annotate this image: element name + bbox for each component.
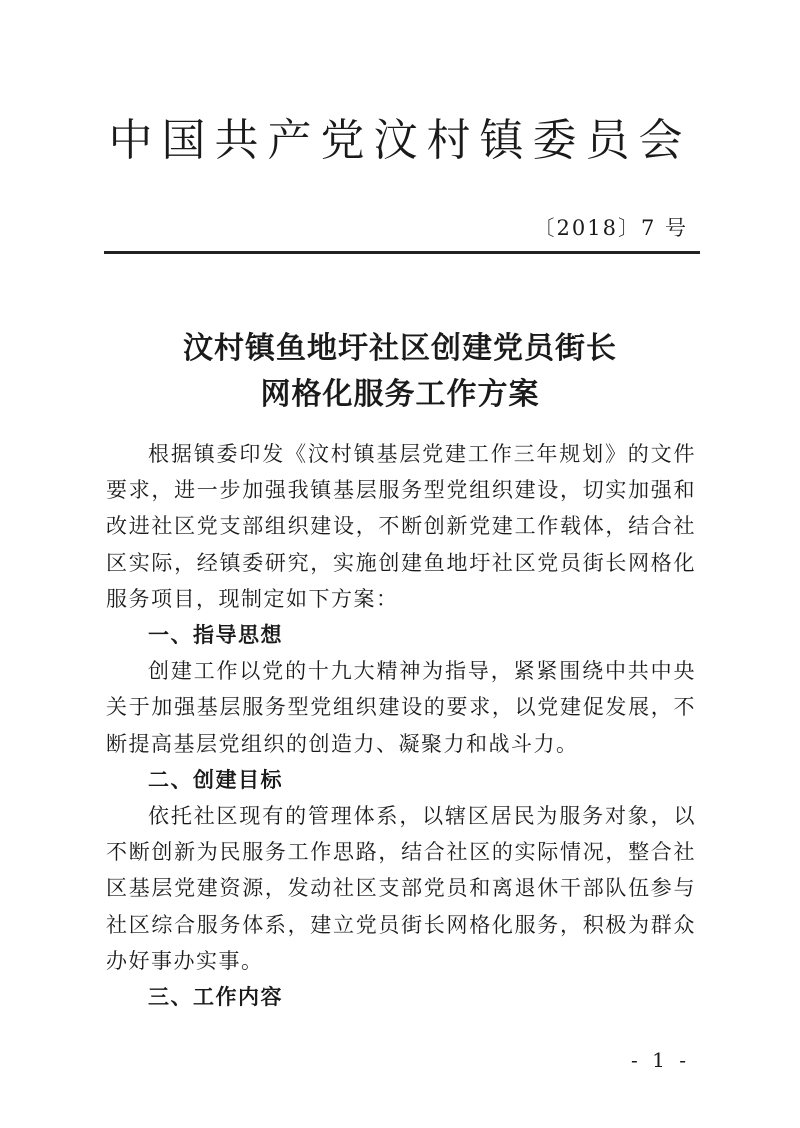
document-title-line-2: 网格化服务工作方案 <box>260 377 540 412</box>
section-2-heading: 二、创建目标 <box>148 767 283 792</box>
issuing-organization-header: 中国共产党汶村镇委员会 <box>108 115 692 166</box>
section-2-paragraph: 依托社区现有的管理体系，以辖区居民为服务对象，以不断创新为民服务工作思路，结合社区的实际情况，整合社区基层党建资源，发动社区支部党员和离退休干部队伍参与社区综合服务体系，建立党员街长网格化服务，积极为群众办好事办实事。 <box>106 804 696 973</box>
document-title-line-1: 汶村镇鱼地圩社区创建党员街长 <box>183 331 617 366</box>
section-1-paragraph: 创建工作以党的十九大精神为指导，紧紧围绕中共中央关于加强基层服务型党组织建设的要求，以党建促发展，不断提高基层党组织的创造力、凝聚力和战斗力。 <box>106 659 696 756</box>
document-number: 〔2018〕7 号 <box>533 216 688 240</box>
section-1-heading: 一、指导思想 <box>148 623 283 648</box>
page-number: - 1 - <box>631 1048 690 1072</box>
document-body <box>106 436 696 1015</box>
section-3-heading: 三、工作内容 <box>148 985 283 1010</box>
document-title <box>0 326 800 418</box>
header-divider-line <box>104 251 700 254</box>
intro-paragraph: 根据镇委印发《汶村镇基层党建工作三年规划》的文件要求，进一步加强我镇基层服务型党组织建设，切实加强和改进社区党支部组织建设，不断创新党建工作载体，结合社区实际，经镇委研究，实施创建鱼地圩社区党员街长网格化服务项目，现制定如下方案： <box>106 442 696 611</box>
